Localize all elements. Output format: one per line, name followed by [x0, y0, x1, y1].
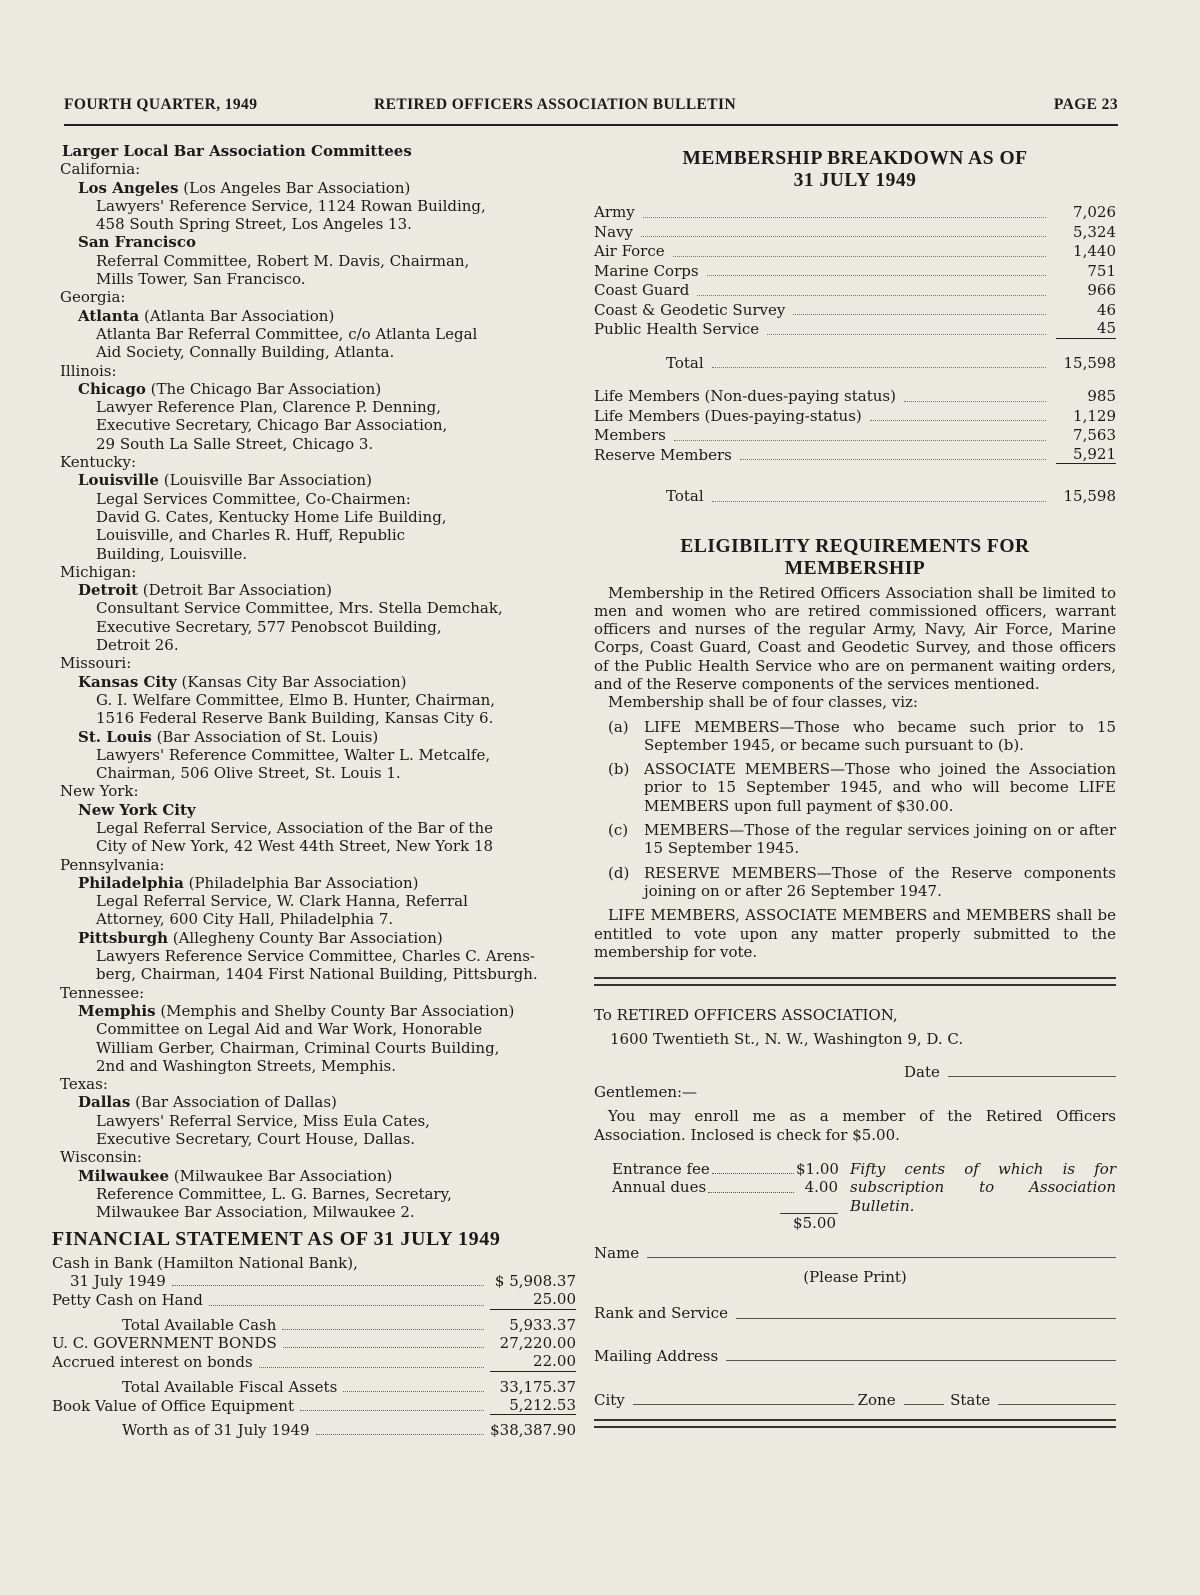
- city-association: (The Chicago Bar Association): [145, 379, 382, 398]
- fee-table: [594, 1160, 838, 1232]
- membership-row: [594, 280, 1116, 300]
- financial-amount: 25.00: [490, 1290, 576, 1309]
- leader-dots: [283, 1347, 484, 1348]
- membership-value: 7,563: [1073, 426, 1116, 445]
- city-name: St. Louis: [78, 727, 152, 746]
- city-association: (Philadelphia Bar Association): [183, 873, 419, 892]
- city-name: Milwaukee: [78, 1166, 170, 1185]
- membership-label: Life Members (Dues-paying-status): [594, 406, 862, 425]
- leader-dots: [641, 236, 1046, 237]
- state-heading: Michigan:: [60, 562, 137, 581]
- city-entry: [78, 233, 576, 251]
- committee-detail: 2nd and Washington Streets, Memphis.: [96, 1056, 396, 1075]
- city-name: San Francisco: [78, 233, 197, 252]
- zone-line[interactable]: [904, 1404, 944, 1405]
- name-field[interactable]: [594, 1244, 1116, 1262]
- committee-detail: Legal Referral Service, Association of the Bar of the: [96, 818, 493, 837]
- membership-value: 7,026: [1073, 203, 1116, 222]
- committee-detail: Executive Secretary, Court House, Dallas.: [96, 1130, 416, 1149]
- city-association: (Los Angeles Bar Association): [178, 178, 411, 197]
- membership-by-class: [594, 386, 1116, 464]
- financial-row: [52, 1378, 576, 1396]
- committee-detail: 458 South Spring Street, Los Angeles 13.: [96, 215, 412, 234]
- membership-row: [594, 202, 1116, 222]
- financial-label: Worth as of 31 July 1949: [122, 1421, 310, 1440]
- financial-amount: 5,933.37: [509, 1315, 576, 1334]
- membership-row: [594, 300, 1116, 320]
- membership-value: 46: [1096, 300, 1116, 319]
- financial-amount: 5,212.53: [490, 1396, 576, 1415]
- city-zone-state-field[interactable]: [594, 1391, 1116, 1409]
- leader-dots: [643, 217, 1046, 218]
- financial-amount: 33,175.37: [499, 1377, 576, 1396]
- city-entry: [78, 380, 576, 398]
- leader-dots: [673, 256, 1046, 257]
- leader-dots: [870, 420, 1046, 421]
- membership-value: 966: [1087, 281, 1116, 300]
- financial-statement-title: FINANCIAL STATEMENT AS OF 31 JULY 1949: [52, 1227, 501, 1250]
- eligibility-class-key: (b): [608, 760, 630, 779]
- financial-row: [52, 1334, 576, 1352]
- committee-detail: Lawyers' Reference Service, 1124 Rowan Building,: [96, 196, 486, 215]
- enrollment-form: [594, 1006, 1116, 1428]
- committee-detail: 29 South La Salle Street, Chicago 3.: [96, 434, 374, 453]
- membership-value: 45: [1056, 319, 1116, 338]
- leader-dots: [740, 459, 1046, 460]
- committee-detail: Atlanta Bar Referral Committee, c/o Atlanta Legal: [96, 324, 478, 343]
- committee-detail: Chairman, 506 Olive Street, St. Louis 1.: [96, 764, 401, 783]
- membership-row: [594, 319, 1116, 339]
- city-association: (Detroit Bar Association): [138, 581, 333, 600]
- city-name: Pittsburgh: [78, 928, 168, 947]
- committee-detail: Referral Committee, Robert M. Davis, Chairman,: [96, 251, 470, 270]
- state-heading: California:: [60, 160, 141, 179]
- state-line[interactable]: [998, 1404, 1116, 1405]
- state-heading: Georgia:: [60, 288, 126, 307]
- fee-total: $5.00: [780, 1213, 838, 1232]
- please-print-note: (Please Print): [803, 1268, 907, 1287]
- state-heading: Kentucky:: [60, 453, 137, 472]
- committee-detail: Legal Services Committee, Co-Chairmen:: [96, 489, 411, 508]
- state-label: State: [950, 1391, 991, 1409]
- state-heading: Tennessee:: [60, 983, 145, 1002]
- financial-row: [52, 1290, 576, 1309]
- city-name: Dallas: [78, 1093, 131, 1112]
- eligibility-class-key: (c): [608, 821, 629, 840]
- state-heading: Pennsylvania:: [60, 855, 165, 874]
- eligibility-class-text: ASSOCIATE MEMBERS—Those who joined the Association prior to 15 September 1945, and who will become LIFE MEMBERS upon full payment of $30.00.: [644, 760, 1116, 815]
- eligibility-class-text: RESERVE MEMBERS—Those of the Reserve components joining on or after 26 September 1947.: [644, 863, 1116, 900]
- date-field[interactable]: [904, 1063, 1116, 1081]
- city-name: Kansas City: [78, 672, 177, 691]
- financial-amount: 27,220.00: [499, 1334, 576, 1352]
- date-line[interactable]: [948, 1076, 1116, 1077]
- committee-detail: Legal Referral Service, W. Clark Hanna, Referral: [96, 892, 468, 911]
- city-association: (Kansas City Bar Association): [176, 672, 407, 691]
- zone-label: Zone: [857, 1391, 896, 1409]
- financial-table: [52, 1272, 576, 1439]
- state-heading: Wisconsin:: [60, 1148, 142, 1167]
- state-heading: Illinois:: [60, 361, 117, 380]
- membership-label: Coast & Geodetic Survey: [594, 300, 786, 319]
- city-entry: [78, 728, 576, 746]
- financial-label: Petty Cash on Hand: [52, 1291, 203, 1310]
- financial-row: [52, 1316, 576, 1334]
- membership-label: Life Members (Non-dues-paying status): [594, 387, 896, 406]
- committee-detail: Lawyers' Reference Committee, Walter L. Metcalfe,: [96, 745, 491, 764]
- committee-detail: Attorney, 600 City Hall, Philadelphia 7.: [96, 910, 394, 929]
- form-addressee: To RETIRED OFFICERS ASSOCIATION,: [594, 1006, 898, 1025]
- total-value: 15,598: [1063, 487, 1116, 506]
- city-association: (Milwaukee Bar Association): [169, 1166, 393, 1185]
- fee-section: [594, 1160, 1116, 1232]
- membership-label: Navy: [594, 222, 634, 241]
- form-address: 1600 Twentieth St., N. W., Washington 9, D. C.: [610, 1030, 964, 1049]
- leader-dots: [259, 1367, 484, 1368]
- membership-value: 751: [1087, 261, 1116, 280]
- committee-detail: Lawyers' Referral Service, Miss Eula Cates,: [96, 1111, 430, 1130]
- eligibility-voting: LIFE MEMBERS, ASSOCIATE MEMBERS and MEMBERS shall be entitled to vote upon any matter properly submitted to the membership for vote.: [594, 906, 1116, 961]
- eligibility-class-text: LIFE MEMBERS—Those who became such prior to 15 September 1945, or became such pursuant to (b).: [644, 717, 1116, 754]
- leader-dots: [209, 1305, 484, 1306]
- membership-row: [594, 445, 1116, 465]
- membership-row: [594, 425, 1116, 445]
- membership-row: [594, 386, 1116, 406]
- form-salutation: Gentlemen:—: [594, 1083, 698, 1102]
- eligibility-class-key: (a): [608, 717, 629, 736]
- leader-dots: [707, 275, 1046, 276]
- divider: [594, 1419, 1116, 1428]
- rank-service-label: Rank and Service: [594, 1304, 728, 1323]
- state-heading: New York:: [60, 782, 139, 801]
- city-name: Memphis: [78, 1001, 156, 1020]
- entrance-fee-label: Entrance fee: [612, 1159, 710, 1178]
- state-heading: Missouri:: [60, 654, 132, 673]
- eligibility-class: [594, 821, 1116, 858]
- leader-dots: [708, 1192, 794, 1193]
- eligibility-title-line2: MEMBERSHIP: [784, 557, 926, 579]
- total-value: 15,598: [1063, 353, 1116, 372]
- membership-total-2: [594, 486, 1116, 506]
- membership-label: Marine Corps: [594, 261, 699, 280]
- committee-detail: Detroit 26.: [96, 636, 179, 655]
- city-association: (Memphis and Shelby County Bar Association): [155, 1001, 515, 1020]
- membership-value: 5,324: [1073, 222, 1116, 241]
- city-association: (Allegheny County Bar Association): [167, 928, 443, 947]
- leader-dots: [767, 334, 1046, 335]
- membership-label: Coast Guard: [594, 281, 690, 300]
- financial-row: [52, 1396, 576, 1415]
- membership-by-service: [594, 202, 1116, 339]
- entrance-fee-amount: $1.00: [796, 1159, 839, 1178]
- committee-detail: City of New York, 42 West 44th Street, New York 18: [96, 837, 494, 856]
- committee-detail: Building, Louisville.: [96, 544, 248, 563]
- city-entry: [78, 1093, 576, 1111]
- eligibility-classes-intro: Membership shall be of four classes, viz:: [608, 693, 918, 712]
- city-association: (Louisville Bar Association): [158, 471, 372, 490]
- membership-row: [594, 261, 1116, 281]
- leader-dots: [904, 401, 1046, 402]
- eligibility-classes: [594, 718, 1116, 901]
- city-association: (Atlanta Bar Association): [139, 306, 335, 325]
- financial-amount: 22.00: [490, 1352, 576, 1371]
- eligibility-class: [594, 760, 1116, 815]
- city-name: New York City: [78, 800, 196, 819]
- date-label: Date: [904, 1062, 940, 1081]
- city-entry: [78, 929, 576, 947]
- financial-cash-heading: Cash in Bank (Hamilton National Bank),: [52, 1253, 358, 1272]
- membership-title: [594, 148, 1116, 192]
- city-name: Los Angeles: [78, 178, 179, 197]
- city-name: Atlanta: [78, 306, 140, 325]
- city-entry: [78, 471, 576, 489]
- committee-detail: Mills Tower, San Francisco.: [96, 270, 306, 289]
- financial-label: Total Available Fiscal Assets: [122, 1377, 338, 1396]
- city-label: City: [594, 1391, 625, 1409]
- eligibility-title: [594, 536, 1116, 580]
- city-name: Chicago: [78, 379, 146, 398]
- page-number: PAGE 23: [1053, 96, 1118, 113]
- fee-note: Fifty cents of which is for subscription to Association Bulletin.: [850, 1159, 1116, 1215]
- bar-committees-list: [52, 160, 576, 1221]
- eligibility-intro: Membership in the Retired Officers Association shall be limited to men and women who are retired commissioned officers, warrant officers and nurses of the regular Army, Navy, Air Force, Marine Corps, Coast Guard, Coast and Geodetic Survey, and those officers of the Public Health Service who are on permanent waiting orders, and of the Reserve components of the services mentioned.: [594, 583, 1116, 693]
- committee-detail: Executive Secretary, 577 Penobscot Building,: [96, 617, 442, 636]
- committee-detail: Consultant Service Committee, Mrs. Stella Demchak,: [96, 599, 503, 618]
- city-line[interactable]: [633, 1404, 854, 1405]
- committee-detail: Louisville, and Charles R. Huff, Republic: [96, 526, 406, 545]
- name-line[interactable]: [647, 1257, 1116, 1258]
- committee-detail: Executive Secretary, Chicago Bar Association,: [96, 416, 448, 435]
- committee-detail: Lawyer Reference Plan, Clarence P. Denning,: [96, 398, 442, 417]
- membership-label: Public Health Service: [594, 320, 760, 339]
- form-body: You may enroll me as a member of the Retired Officers Association. Inclosed is check for $5.00.: [594, 1107, 1116, 1144]
- city-entry: [78, 1167, 576, 1185]
- leader-dots: [697, 295, 1046, 296]
- eligibility-class-text: MEMBERS—Those of the regular services joining on or after 15 September 1945.: [644, 821, 1116, 858]
- membership-title-line1: MEMBERSHIP BREAKDOWN AS OF: [682, 148, 1028, 169]
- city-entry: [78, 307, 576, 325]
- rank-service-line[interactable]: [736, 1318, 1116, 1319]
- committee-detail: G. I. Welfare Committee, Elmo B. Hunter, Chairman,: [96, 690, 496, 709]
- eligibility-title-line1: ELIGIBILITY REQUIREMENTS FOR: [680, 535, 1030, 557]
- financial-label: 31 July 1949: [70, 1272, 166, 1291]
- membership-label: Army: [594, 203, 635, 222]
- eligibility-class-key: (d): [608, 863, 630, 882]
- state-heading: Texas:: [60, 1075, 108, 1094]
- city-entry: [78, 673, 576, 691]
- leader-dots: [282, 1329, 484, 1330]
- city-name: Detroit: [78, 581, 139, 600]
- annual-dues-amount: 4.00: [804, 1178, 838, 1197]
- leader-dots: [316, 1434, 484, 1435]
- membership-row: [594, 222, 1116, 242]
- bar-committees-heading: Larger Local Bar Association Committees: [62, 142, 412, 160]
- membership-title-line2: 31 JULY 1949: [793, 170, 917, 191]
- mailing-address-label: Mailing Address: [594, 1346, 719, 1365]
- membership-value: 985: [1087, 387, 1116, 406]
- city-association: (Bar Association of St. Louis): [151, 727, 379, 746]
- mailing-address-field[interactable]: [594, 1347, 1116, 1365]
- membership-row: [594, 241, 1116, 261]
- committee-detail: David G. Cates, Kentucky Home Life Building,: [96, 507, 447, 526]
- financial-row: [52, 1272, 576, 1290]
- committee-detail: Aid Society, Connally Building, Atlanta.: [96, 343, 395, 362]
- committee-detail: Committee on Legal Aid and War Work, Honorable: [96, 1020, 483, 1039]
- financial-amount: $38,387.90: [490, 1421, 576, 1440]
- issue-date: FOURTH QUARTER, 1949: [64, 96, 258, 113]
- mailing-address-line[interactable]: [726, 1360, 1116, 1361]
- left-column: [52, 142, 576, 1439]
- leader-dots: [674, 440, 1046, 441]
- city-entry: [78, 581, 576, 599]
- city-name: Louisville: [78, 471, 159, 490]
- city-entry: [78, 1002, 576, 1020]
- membership-total-1: [594, 353, 1116, 373]
- leader-dots: [300, 1410, 484, 1411]
- annual-dues-label: Annual dues: [612, 1178, 707, 1197]
- rank-service-field[interactable]: [594, 1304, 1116, 1322]
- membership-value: 1,129: [1073, 406, 1116, 425]
- leader-dots: [712, 367, 1046, 368]
- committee-detail: Reference Committee, L. G. Barnes, Secretary,: [96, 1184, 452, 1203]
- entrance-fee-row: [612, 1160, 838, 1178]
- leader-dots: [793, 314, 1046, 315]
- membership-label: Reserve Members: [594, 445, 732, 464]
- divider: [594, 977, 1116, 986]
- right-column: [594, 148, 1116, 1428]
- total-label: Total: [666, 353, 704, 372]
- committee-detail: Lawyers Reference Service Committee, Charles C. Arens-: [96, 947, 535, 966]
- membership-value: 5,921: [1056, 445, 1116, 464]
- financial-label: Accrued interest on bonds: [52, 1353, 253, 1372]
- annual-dues-row: [612, 1178, 838, 1196]
- city-name: Philadelphia: [78, 873, 184, 892]
- committee-detail: William Gerber, Chairman, Criminal Courts Building,: [96, 1038, 500, 1057]
- leader-dots: [712, 501, 1046, 502]
- financial-label: Total Available Cash: [122, 1315, 277, 1334]
- membership-row: [594, 406, 1116, 426]
- city-entry: [78, 179, 576, 197]
- city-association: (Bar Association of Dallas): [130, 1093, 337, 1112]
- publication-title: RETIRED OFFICERS ASSOCIATION BULLETIN: [374, 96, 737, 113]
- financial-label: Book Value of Office Equipment: [52, 1396, 294, 1415]
- eligibility-class: [594, 718, 1116, 755]
- leader-dots: [172, 1285, 484, 1286]
- committee-detail: 1516 Federal Reserve Bank Building, Kansas City 6.: [96, 709, 494, 728]
- city-entry: [78, 801, 576, 819]
- financial-label: U. C. GOVERNMENT BONDS: [52, 1334, 277, 1352]
- committee-detail: berg, Chairman, 1404 First National Building, Pittsburgh.: [96, 965, 538, 984]
- financial-row: [52, 1352, 576, 1371]
- leader-dots: [343, 1391, 484, 1392]
- membership-value: 1,440: [1073, 242, 1116, 261]
- city-entry: [78, 874, 576, 892]
- eligibility-class: [594, 864, 1116, 901]
- membership-label: Air Force: [594, 242, 665, 261]
- membership-label: Members: [594, 426, 666, 445]
- total-label: Total: [666, 487, 704, 506]
- page-header: [64, 94, 1118, 126]
- leader-dots: [712, 1173, 794, 1174]
- committee-detail: Milwaukee Bar Association, Milwaukee 2.: [96, 1203, 415, 1222]
- financial-row: [52, 1421, 576, 1439]
- financial-amount: $ 5,908.37: [494, 1272, 576, 1291]
- name-label: Name: [594, 1243, 640, 1262]
